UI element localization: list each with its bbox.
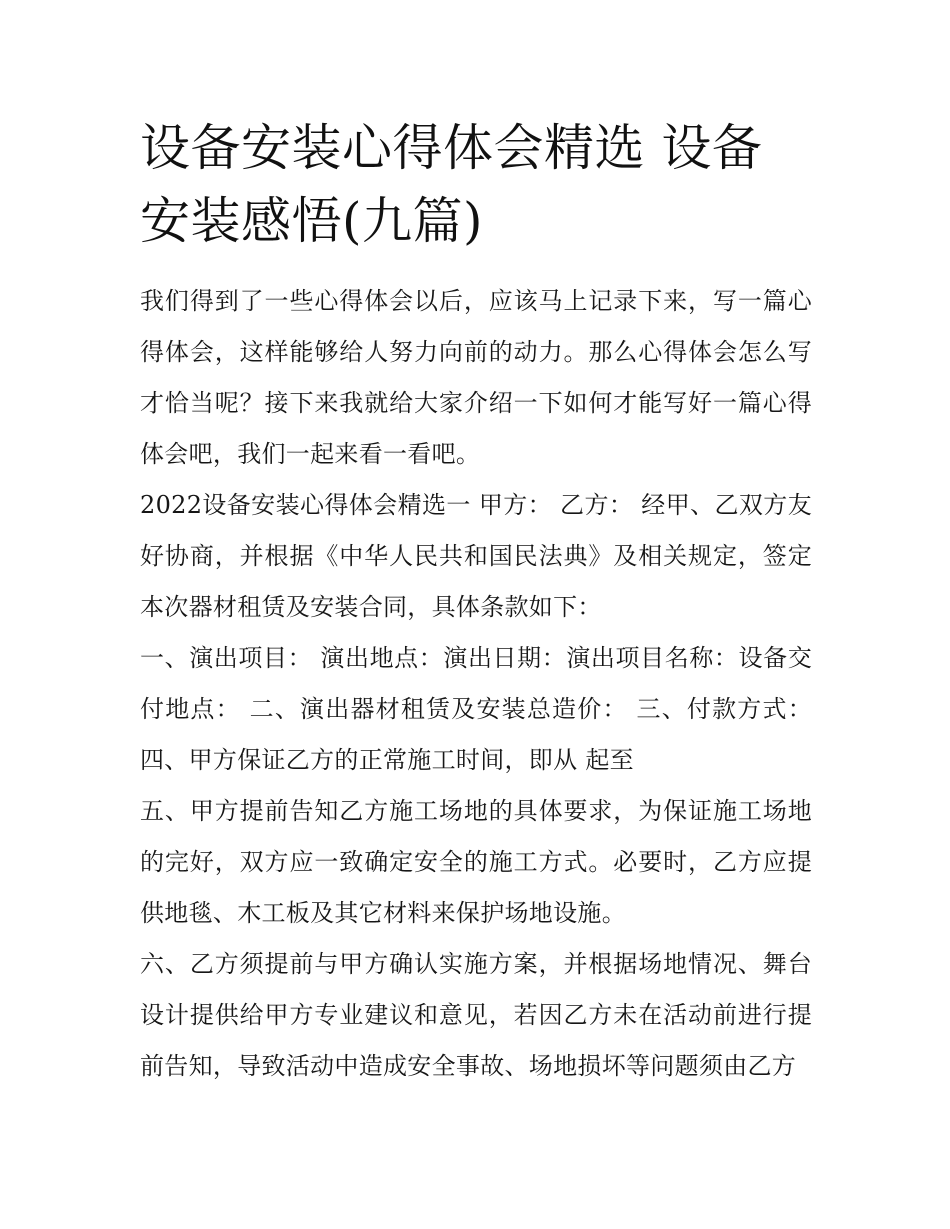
paragraph-clause-5: 五、甲方提前告知乙方施工场地的具体要求，为保证施工场地的完好，双方应一致确定安全的施工方式。必要时，乙方应提供地毯、木工板及其它材料来保护场地设施。 — [140, 797, 812, 927]
document-title: 设备安装心得体会精选 设备安装感悟(九篇) — [140, 119, 763, 250]
document-body — [140, 276, 812, 1092]
paragraph-clause-6: 六、乙方须提前与甲方确认实施方案，并根据场地情况、舞台设计提供给甲方专业建议和意见，若因乙方未在活动前进行提前告知，导致活动中造成安全事故、场地损坏等问题须由乙方 — [140, 950, 812, 1080]
document-content — [140, 112, 812, 1092]
paragraph-intro: 我们得到了一些心得体会以后，应该马上记录下来，写一篇心得体会，这样能够给人努力向前的动力。那么心得体会怎么写才恰当呢？接下来我就给大家介绍一下如何才能写好一篇心得体会吧，我们一起来看一看吧。 — [140, 287, 812, 468]
paragraph-contract-parties: 2022设备安装心得体会精选一 甲方： 乙方： 经甲、乙双方友好协商，并根据《中华人民共和国民法典》及相关规定，签定本次器材租赁及安装合同，具体条款如下： — [140, 491, 812, 621]
paragraph-clause-1-4: 一、演出项目： 演出地点：演出日期：演出项目名称：设备交付地点： 二、演出器材租赁及安装总造价： 三、付款方式： 四、甲方保证乙方的正常施工时间，即从 起至 — [140, 644, 812, 774]
